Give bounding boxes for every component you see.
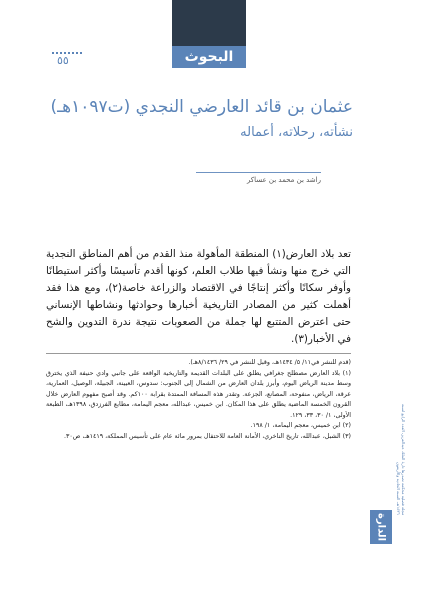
author-rule [196, 172, 321, 173]
footnote: (قدم للنشر في١١/ ٥/ ١٤٣٤هـ، وقبل للنشر في ٢٩/ ٨/١٤٣٦هـ). [188, 359, 351, 366]
footnote: (١) بلاد العارض مصطلح جغرافي يطلق على البلدات القديمة والتاريخية الواقعة على جانبي وادي حنيفة الذي يخترق وسط مدينة الرياض اليوم، وأبرز بلدان العارض من الشمال إلى الجنوب: سدوس، العيينة، الجبيلة، الوصيل، العمارية، عرقة، الرياض، منفوحة، المصانع، الجزعة. وتقدر هذه المسافة الممتدة بقرابة ١٠٠كم. وقد أصبح مفهوم العارض خلال القرون الخمسة الماضية يطلق على هذا المكان. ابن خميس، عبدالله، معجم اليمامة، مطابع الفرزدق، ١٣٩٨هـ، الطبعة الأولى، ١/ ٣٠، ٣٣، ١٢٩. [46, 369, 351, 419]
journal-side-caption: مجلة فصلية محكمة تصدرها دارة الملك عبدالعزيز، العدد الرابع لسنة ١٤٣٦هـ، السنة الحادية والأربعون [396, 403, 406, 515]
article-subtitle: نشأته، رحلاته، أعماله [240, 125, 353, 140]
body-paragraph: تعد بلاد العارض(١) المنطقة المأهولة منذ القدم من أهم المناطق النجدية التي خرج منها ونشأ فيها طلاب العلم، كونها أقدم تأسيسًا وأكثر استيطانًا وأوفر سكانًا وأكثر إنتاجًا في الاقتصاد والزراعة خاصة(٢)، ومع هذا فقد أهملت كثير من المصادر التاريخية أخبارها وحوادثها ونشاطها الإنساني حتى اعترض المتتبع لها جملة من الصعوبات نتيجة ندرة التدوين والشح في الأخبار(٣). [46, 248, 352, 345]
article-title: عثمان بن قائد العارضي النجدي (ت١٠٩٧هـ) [50, 97, 353, 117]
page-number: ٥٥ [57, 54, 69, 67]
author-name: راشد بن محمد بن عساكر [246, 176, 321, 184]
journal-logo: الدارة [370, 510, 392, 544]
footnote: (٢) ابن خميس، معجم اليمامة، ١/ ١٩٨. [250, 422, 351, 429]
footnote: (٣) الشبل، عبدالله، تاريخ الناخري، الأمانة العامة للاحتفال بمرور مائة عام على تأسيس المملكة، ١٤١٩هـ، ص٣٠. [63, 432, 351, 440]
section-label: البحوث [172, 46, 246, 68]
footnotes [46, 358, 351, 442]
footnotes-rule [46, 353, 351, 354]
